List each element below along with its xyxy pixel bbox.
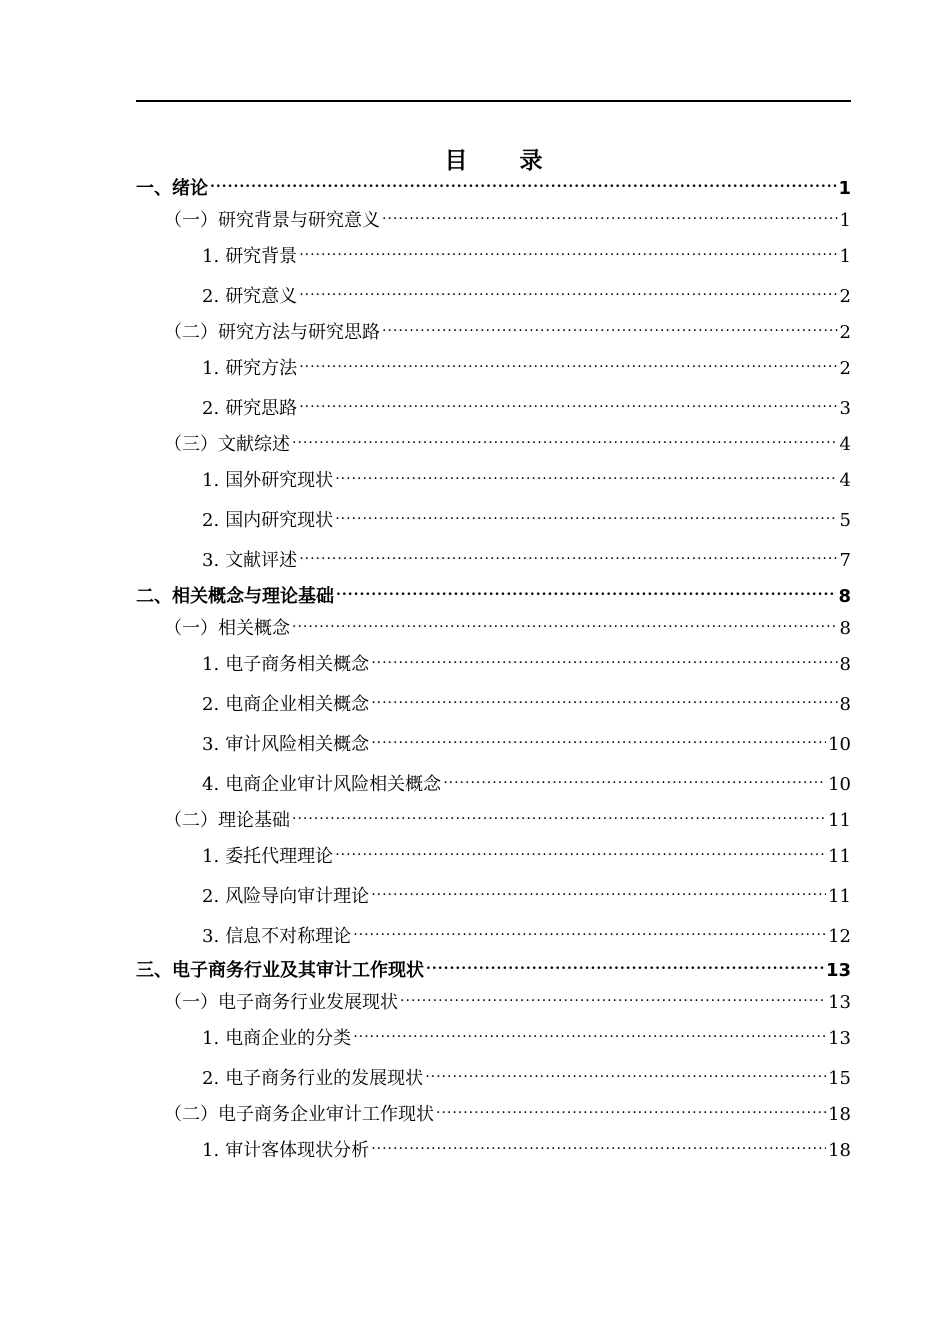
toc-entry-label: 电商企业相关概念 [225, 694, 370, 715]
toc-dot-leader [443, 772, 826, 790]
toc-entry-number: 1. [202, 470, 220, 491]
toc-entry-number: 2. [202, 694, 220, 715]
toc-entry-number: 1. [202, 1140, 220, 1161]
toc-page-number: 8 [838, 586, 851, 607]
toc-page-number: 18 [828, 1140, 851, 1161]
toc-dot-leader [353, 1026, 826, 1044]
toc-entry[interactable] [136, 990, 851, 1016]
toc-page-number: 2 [839, 286, 851, 307]
toc-title-char-2: 录 [519, 148, 543, 174]
toc-entry[interactable] [136, 468, 851, 494]
toc-entry-label: 国外研究现状 [225, 470, 334, 491]
toc-entry-label: （三）文献综述 [164, 434, 290, 455]
toc-entry[interactable] [136, 616, 851, 642]
toc-entry[interactable] [136, 584, 851, 610]
toc-page-number: 4 [839, 434, 851, 455]
toc-dot-leader [436, 1102, 826, 1120]
toc-dot-leader [425, 1066, 826, 1084]
toc-dot-leader [371, 884, 826, 902]
toc-page-number: 8 [839, 618, 851, 639]
toc-page-number: 8 [839, 654, 851, 675]
toc-entry[interactable] [136, 1138, 851, 1164]
toc-entry-number: 2. [202, 1068, 220, 1089]
toc-page-number: 12 [828, 926, 851, 947]
toc-entry[interactable] [136, 1066, 851, 1092]
toc-entry-label: （一）相关概念 [164, 618, 290, 639]
toc-dot-leader [299, 548, 837, 566]
toc-entry-label: 风险导向审计理论 [225, 886, 370, 907]
toc-entry-label: 审计客体现状分析 [225, 1140, 370, 1161]
toc-dot-leader [400, 990, 826, 1008]
toc-entry[interactable] [136, 176, 851, 202]
toc-entry[interactable] [136, 958, 851, 984]
toc-dot-leader [371, 692, 837, 710]
toc-page-number: 15 [828, 1068, 851, 1089]
toc-entry-label: 二、相关概念与理论基础 [136, 586, 334, 607]
toc-entry[interactable] [136, 808, 851, 834]
toc-entry-label: （二）理论基础 [164, 810, 290, 831]
toc-entry-number: 1. [202, 654, 220, 675]
toc-entry-number: 2. [202, 286, 220, 307]
toc-dot-leader [353, 924, 826, 942]
toc-dot-leader [335, 844, 826, 862]
toc-entry-label: 电商企业审计风险相关概念 [225, 774, 442, 795]
toc-dot-leader [299, 356, 837, 374]
toc-page-number: 4 [839, 470, 851, 491]
toc-dot-leader [292, 616, 838, 634]
toc-page-number: 3 [839, 398, 851, 419]
toc-entry-label: 研究思路 [225, 398, 298, 419]
toc-page-number: 2 [839, 358, 851, 379]
toc-entry-number: 1. [202, 358, 220, 379]
toc-entry-label: （二）电子商务企业审计工作现状 [164, 1104, 434, 1125]
toc-page-number: 13 [828, 992, 851, 1013]
toc-entry-number: 2. [202, 398, 220, 419]
toc-dot-leader [382, 208, 838, 226]
toc-entry-label: 一、绪论 [136, 178, 208, 199]
toc-entry[interactable] [136, 320, 851, 346]
toc-page-number: 1 [839, 246, 851, 267]
toc-entry[interactable] [136, 508, 851, 534]
toc-page-number: 7 [839, 550, 851, 571]
toc-page-number: 1 [838, 178, 851, 199]
toc-page-number: 18 [828, 1104, 851, 1125]
toc-entry[interactable] [136, 772, 851, 798]
toc-entry[interactable] [136, 1102, 851, 1128]
toc-title [136, 142, 851, 175]
toc-dot-leader [299, 284, 837, 302]
toc-entry-number: 3. [202, 550, 220, 571]
toc-entry[interactable] [136, 208, 851, 234]
toc-dot-leader [426, 958, 824, 976]
toc-entry-number: 2. [202, 886, 220, 907]
toc-title-char-1: 目 [444, 148, 468, 174]
toc-entry-label: 电子商务相关概念 [225, 654, 370, 675]
toc-entry[interactable] [136, 284, 851, 310]
toc-entry-label: 研究意义 [225, 286, 298, 307]
toc-entry-number: 1. [202, 246, 220, 267]
toc-page-number: 2 [839, 322, 851, 343]
toc-entry-label: （二）研究方法与研究思路 [164, 322, 380, 343]
toc-entry-number: 3. [202, 926, 220, 947]
toc-entry-label: 文献评述 [225, 550, 298, 571]
toc-page-number: 11 [828, 846, 851, 867]
toc-entry[interactable] [136, 692, 851, 718]
toc-entry-label: 研究背景 [225, 246, 298, 267]
toc-page-number: 1 [839, 210, 851, 231]
toc-dot-leader [335, 508, 837, 526]
toc-entry[interactable] [136, 884, 851, 910]
toc-entry-label: 信息不对称理论 [225, 926, 352, 947]
toc-page-number: 10 [828, 734, 851, 755]
toc-entry[interactable] [136, 1026, 851, 1052]
header-rule [136, 100, 851, 102]
toc-dot-leader [335, 468, 837, 486]
toc-entry-label: 三、电子商务行业及其审计工作现状 [136, 960, 424, 981]
toc-page-number: 8 [839, 694, 851, 715]
toc-dot-leader [371, 652, 837, 670]
toc-dot-leader [210, 176, 836, 194]
toc-entry-label: 研究方法 [225, 358, 298, 379]
toc-dot-leader [371, 1138, 826, 1156]
toc-dot-leader [292, 808, 826, 826]
toc-entry-number: 1. [202, 846, 220, 867]
toc-entry-number: 2. [202, 510, 220, 531]
toc-page-number: 11 [828, 810, 851, 831]
toc-entry-number: 1. [202, 1028, 220, 1049]
toc-entry[interactable] [136, 244, 851, 270]
toc-dot-leader [336, 584, 836, 602]
toc-entry[interactable] [136, 356, 851, 382]
toc-entry[interactable] [136, 924, 851, 950]
toc-entry[interactable] [136, 844, 851, 870]
toc-entry[interactable] [136, 652, 851, 678]
toc-dot-leader [299, 396, 837, 414]
toc-entry-label: （一）研究背景与研究意义 [164, 210, 380, 231]
toc-entry[interactable] [136, 548, 851, 574]
toc-entry[interactable] [136, 732, 851, 758]
toc-entry-number: 3. [202, 734, 220, 755]
toc-page-number: 13 [828, 1028, 851, 1049]
toc-entry-label: 电商企业的分类 [225, 1028, 352, 1049]
toc-dot-leader [382, 320, 838, 338]
toc-dot-leader [292, 432, 838, 450]
toc-entry-label: （一）电子商务行业发展现状 [164, 992, 398, 1013]
toc-page-number: 11 [828, 886, 851, 907]
toc-entry[interactable] [136, 432, 851, 458]
toc-page-number: 13 [825, 960, 851, 981]
toc-dot-leader [299, 244, 837, 262]
toc-entry[interactable] [136, 396, 851, 422]
toc-page-number: 5 [839, 510, 851, 531]
toc-entry-label: 委托代理理论 [225, 846, 334, 867]
toc-entry-number: 4. [202, 774, 220, 795]
toc-page-number: 10 [828, 774, 851, 795]
toc-entry-label: 电子商务行业的发展现状 [225, 1068, 424, 1089]
toc-entry-label: 国内研究现状 [225, 510, 334, 531]
toc-entry-label: 审计风险相关概念 [225, 734, 370, 755]
toc-dot-leader [371, 732, 826, 750]
